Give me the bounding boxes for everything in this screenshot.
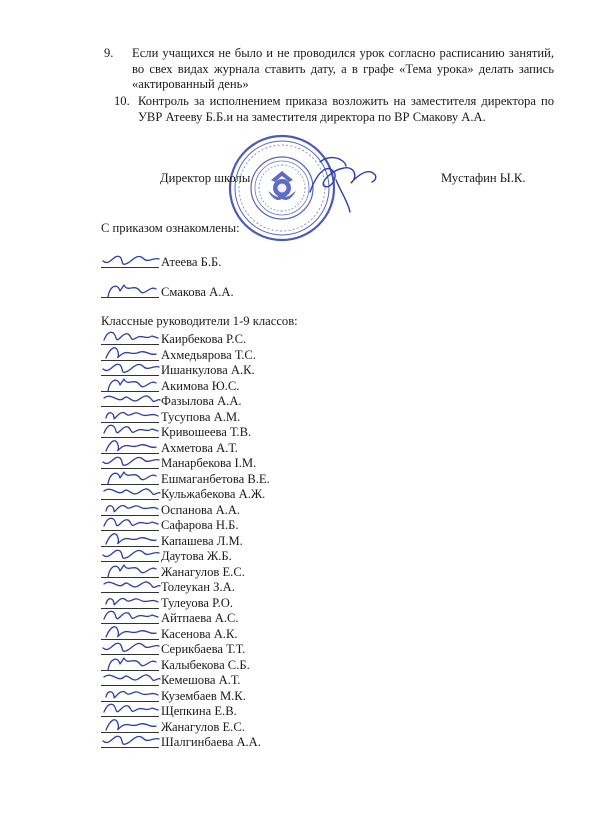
director-signature: [300, 150, 390, 220]
signatory-name: Жанагулов Е.С.: [161, 564, 245, 579]
signatory-name: Атеева Б.Б.: [161, 255, 222, 269]
signatory-name: Кузембаев М.К.: [161, 688, 246, 703]
director-position: Директор школы: [160, 171, 251, 185]
signatory-name: Тулеуова Р.О.: [161, 595, 233, 610]
signatory-name: Кривошеева Т.В.: [161, 425, 252, 439]
signatory-name: Кульжабекова А.Ж.: [161, 487, 266, 501]
signatory-name: Капашева Л.М.: [161, 533, 243, 548]
director-name: Мустафин Ы.К.: [441, 171, 526, 185]
signatory-name: Акимова Ю.С.: [161, 378, 240, 393]
signatory-name: Манарбекова I.М.: [161, 456, 257, 470]
signatory-name: Шалгинбаева А.А.: [161, 735, 261, 749]
item-text: Контроль за исполнением приказа возложить на заместителя директора по УВР Атееву Б.Б.и на заместителя директора по ВР Смакову А.А.: [138, 94, 554, 124]
teachers-label: Классные руководители 1-9 классов:: [101, 314, 298, 328]
signatory-name: Серикбаева Т.Т.: [161, 642, 246, 656]
signatory-name: Толеукан З.А.: [161, 580, 235, 594]
signatory-name: Айтпаева А.С.: [161, 611, 239, 625]
signatory-name: Ешмаганбетова В.Е.: [161, 471, 270, 486]
signatory-name: Кемешова А.Т.: [161, 673, 241, 687]
signatory-name: Фазылова А.А.: [161, 394, 242, 408]
signatory-name: Смакова А.А.: [161, 285, 234, 299]
signatory-name: Каирбекова Р.С.: [161, 332, 247, 346]
handwritten-signature: [100, 249, 162, 271]
signatory-name: Оспанова А.А.: [161, 502, 241, 517]
signatory-name: Ахметова А.Т.: [161, 440, 238, 455]
item-number: 9.: [104, 46, 114, 60]
order-item-9: [104, 46, 554, 94]
handwritten-signature: [100, 279, 162, 301]
signatory-name: Тусупова А.М.: [161, 409, 241, 424]
acquainted-label: С приказом ознакомлены:: [101, 221, 240, 235]
handwritten-signature: [100, 729, 162, 751]
signatory-name: Щепкина Е.В.: [161, 704, 237, 718]
item-number: 10.: [114, 94, 130, 108]
signatory-name: Ахмедьярова Т.С.: [161, 347, 256, 362]
signatory-name: Касенова А.К.: [161, 626, 238, 641]
signatory-name: Жанагулов Е.С.: [161, 719, 245, 734]
signatory-name: Сафарова Н.Б.: [161, 518, 239, 532]
signatory-name: Калыбекова С.Б.: [161, 657, 250, 672]
signatory-name: Ишанкулова А.К.: [161, 363, 255, 377]
signatory-name: Даутова Ж.Б.: [161, 549, 232, 563]
item-text: Если учащихся не было и не проводился урок согласно расписанию занятий, во свех видах журнала ставить дату, а в графе «Тема урока» делать запись «актированный день»: [132, 46, 554, 91]
